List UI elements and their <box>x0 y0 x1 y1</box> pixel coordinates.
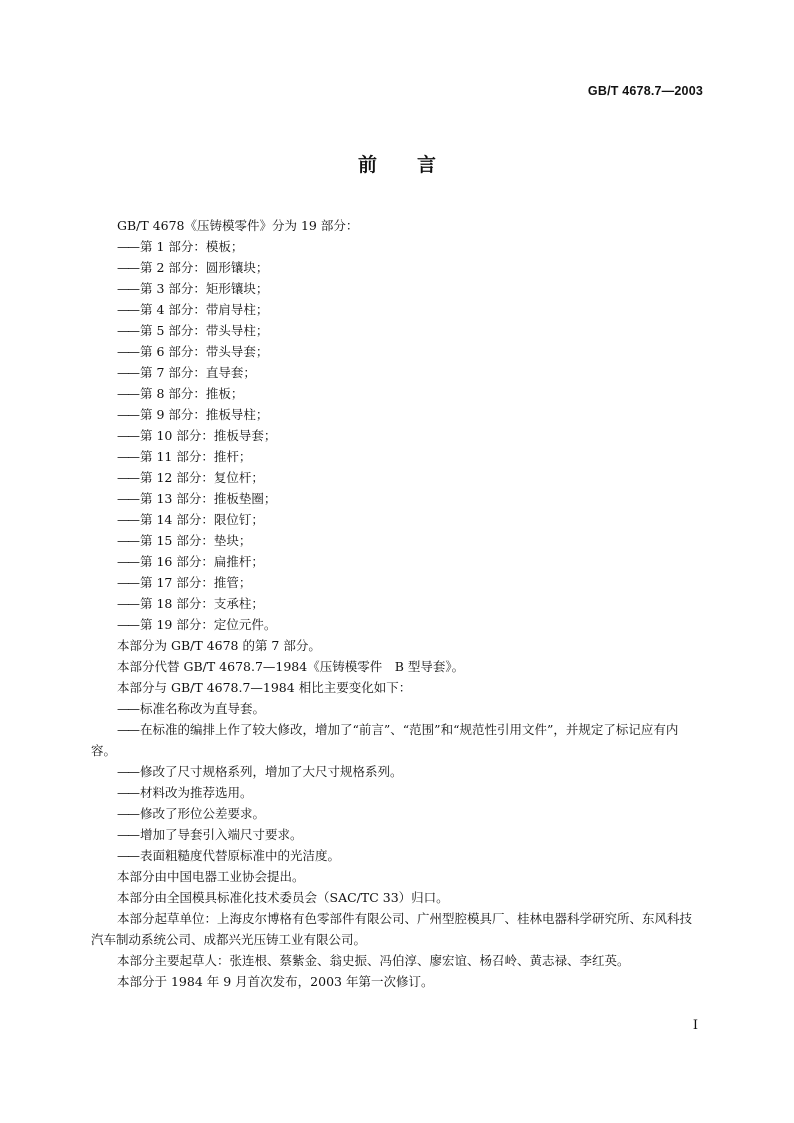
paragraph: 本部分起草单位：上海皮尔博格有色零部件有限公司、广州型腔模具厂、桂林电器科学研究所、东风科技汽车制动系统公司、成都兴光压铸工业有限公司。 <box>91 911 693 947</box>
list-item: —— 第 10 部分：推板导套； <box>117 428 277 443</box>
list-item: —— 第 8 部分：推板； <box>117 386 244 401</box>
change-item: —— 增加了导套引入端尺寸要求。 <box>117 827 303 842</box>
paragraph: 本部分主要起草人：张连根、蔡紫金、翁史振、冯伯淳、廖宏谊、杨召岭、黄志禄、李红英。 <box>117 953 630 968</box>
page-title <box>0 150 794 177</box>
paragraph: 本部分由全国模具标准化技术委员会（SAC/TC 33）归口。 <box>117 890 449 905</box>
paragraph: 本部分于 1984 年 9 月首次发布，2003 年第一次修订。 <box>117 974 434 989</box>
list-item: —— 第 3 部分：矩形镶块； <box>117 281 269 296</box>
paragraph: 本部分与 GB/T 4678.7—1984 相比主要变化如下： <box>117 680 412 695</box>
standard-code: GB/T 4678.7—2003 <box>587 84 703 98</box>
page-number: I <box>692 1018 698 1033</box>
list-item: —— 第 14 部分：限位钉； <box>117 512 264 527</box>
paragraph: 本部分为 GB/T 4678 的第 7 部分。 <box>117 638 321 653</box>
change-item: —— 修改了形位公差要求。 <box>117 806 266 821</box>
list-item: —— 第 5 部分：带头导柱； <box>117 323 269 338</box>
foreword-body <box>91 215 703 992</box>
change-item: —— 材料改为推荐选用。 <box>117 785 253 800</box>
paragraph: 本部分代替 GB/T 4678.7—1984《压铸模零件 B 型导套》。 <box>117 659 465 674</box>
list-item: —— 第 1 部分：模板； <box>117 239 244 254</box>
list-item: —— 第 9 部分：推板导柱； <box>117 407 269 422</box>
change-item: —— 在标准的编排上作了较大修改，增加了“前言”、“范围”和“规范性引用文件”，并规定了标记应有内容。 <box>91 722 679 758</box>
list-item: —— 第 12 部分：复位杆； <box>117 470 264 485</box>
title-char-1: 前 <box>357 154 377 176</box>
change-item: —— 修改了尺寸规格系列，增加了大尺寸规格系列。 <box>117 764 403 779</box>
list-item: —— 第 4 部分：带肩导柱； <box>117 302 269 317</box>
list-item: —— 第 18 部分：支承柱； <box>117 596 264 611</box>
list-item: —— 第 6 部分：带头导套； <box>117 344 269 359</box>
intro-line: GB/T 4678《压铸模零件》分为 19 部分： <box>117 218 359 233</box>
list-item: —— 第 11 部分：推杆； <box>117 449 252 464</box>
list-item: —— 第 15 部分：垫块； <box>117 533 252 548</box>
list-item: —— 第 19 部分：定位元件。 <box>117 617 277 632</box>
change-item: —— 表面粗糙度代替原标准中的光洁度。 <box>117 848 341 863</box>
list-item: —— 第 13 部分：推板垫圈； <box>117 491 277 506</box>
list-item: —— 第 17 部分：推管； <box>117 575 252 590</box>
list-item: —— 第 7 部分：直导套； <box>117 365 256 380</box>
list-item: —— 第 2 部分：圆形镶块； <box>117 260 269 275</box>
change-item: —— 标准名称改为直导套。 <box>117 701 266 716</box>
title-char-2: 言 <box>417 154 437 176</box>
list-item: —— 第 16 部分：扁推杆； <box>117 554 264 569</box>
paragraph: 本部分由中国电器工业协会提出。 <box>117 869 305 884</box>
